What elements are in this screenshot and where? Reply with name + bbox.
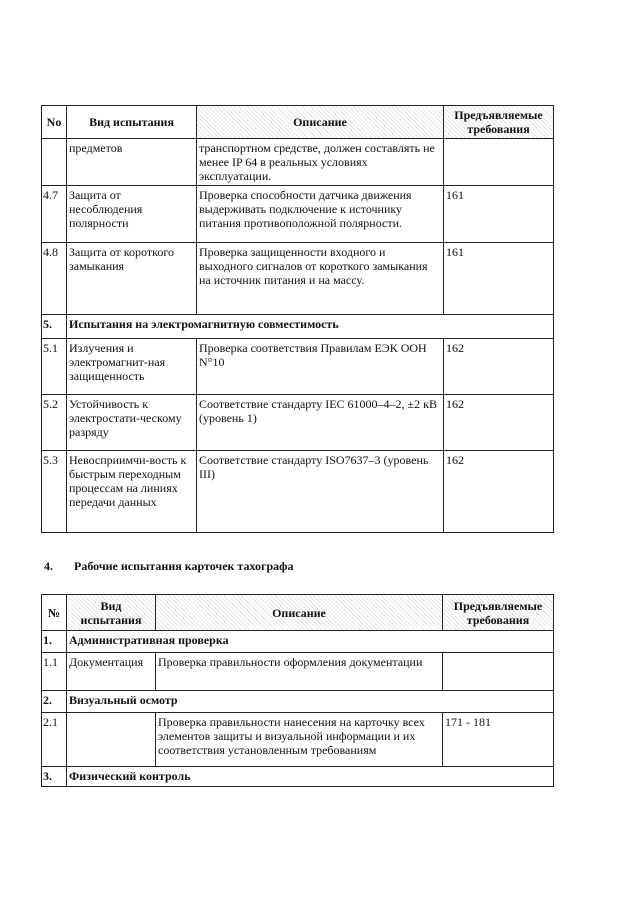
row-number: [42, 139, 67, 186]
section-title: Визуальный осмотр: [67, 691, 554, 713]
row-description: Проверка соответствия Правилам ЕЭК ООН N°10: [197, 339, 444, 395]
row-requirements: 171 - 181: [443, 713, 554, 767]
row-requirements: 161: [444, 186, 554, 243]
header-no: №: [42, 595, 67, 631]
section-title: Испытания на электромагнитную совместимость: [67, 315, 554, 339]
table-row: [42, 713, 554, 767]
table-row: [42, 186, 554, 243]
header-requirements: Предъявляемые требования: [444, 106, 554, 139]
heading-number: 4.: [44, 559, 53, 573]
table-row: [42, 243, 554, 315]
row-test: Устойчивость к электростати-ческому разряду: [67, 395, 197, 451]
row-test: Излучения и электромагнит-ная защищенность: [67, 339, 197, 395]
section-row: [42, 631, 554, 653]
row-description: Проверка защищенности входного и выходного сигналов от короткого замыкания на источник питания и на массу.: [197, 243, 444, 315]
section-title: Физический контроль: [67, 767, 554, 787]
section-row: [42, 767, 554, 787]
row-test: Документация: [67, 653, 156, 691]
row-description: транспортном средстве, должен составлять не менее IP 64 в реальных условиях эксплуатации.: [197, 139, 444, 186]
section-row: [42, 315, 554, 339]
row-number: 5.2: [42, 395, 67, 451]
row-number: 4.8: [42, 243, 67, 315]
header-description: Описание: [197, 106, 444, 139]
table-row: [42, 395, 554, 451]
section-number: 3.: [42, 767, 67, 787]
section-number: 2.: [42, 691, 67, 713]
row-requirements: 162: [444, 451, 554, 533]
heading-text: Рабочие испытания карточек тахографа: [74, 559, 294, 573]
section-number: 5.: [42, 315, 67, 339]
section-number: 1.: [42, 631, 67, 653]
row-description: Проверка правильности нанесения на карточку всех элементов защиты и визуальной информации и их соответствия установленным требованиям: [156, 713, 443, 767]
row-test: Защита от несоблюдения полярности: [67, 186, 197, 243]
table-header-row: [42, 106, 554, 139]
header-test: Вид испытания: [67, 595, 156, 631]
row-test: предметов: [67, 139, 197, 186]
row-test: Защита от короткого замыкания: [67, 243, 197, 315]
row-test: [67, 713, 156, 767]
table-header-row: [42, 595, 554, 631]
row-number: 2.1: [42, 713, 67, 767]
row-description: Соответствие стандарту ISO7637–3 (уровень III): [197, 451, 444, 533]
table-row: [42, 653, 554, 691]
section-title: Административная проверка: [67, 631, 554, 653]
table-row: [42, 139, 554, 186]
row-requirements: 162: [444, 395, 554, 451]
tests-table-2: [41, 594, 554, 787]
table-row: [42, 451, 554, 533]
row-number: 5.3: [42, 451, 67, 533]
row-requirements: 162: [444, 339, 554, 395]
row-number: 4.7: [42, 186, 67, 243]
row-test: Невосприимчи-вость к быстрым переходным процессам на линиях передачи данных: [67, 451, 197, 533]
row-requirements: [443, 653, 554, 691]
row-description: Соответствие стандарту IEC 61000–4–2, ±2 кВ (уровень 1): [197, 395, 444, 451]
section-row: [42, 691, 554, 713]
tests-table-1: [41, 105, 554, 533]
header-requirements: Предъявляемые требования: [443, 595, 554, 631]
row-requirements: [444, 139, 554, 186]
row-number: 1.1: [42, 653, 67, 691]
header-test: Вид испытания: [67, 106, 197, 139]
row-requirements: 161: [444, 243, 554, 315]
header-description: Описание: [156, 595, 443, 631]
section-heading: [44, 559, 293, 574]
table-row: [42, 339, 554, 395]
row-number: 5.1: [42, 339, 67, 395]
row-description: Проверка способности датчика движения выдерживать подключение к источнику питания противоположной полярности.: [197, 186, 444, 243]
header-no: No: [42, 106, 67, 139]
row-description: Проверка правильности оформления документации: [156, 653, 443, 691]
